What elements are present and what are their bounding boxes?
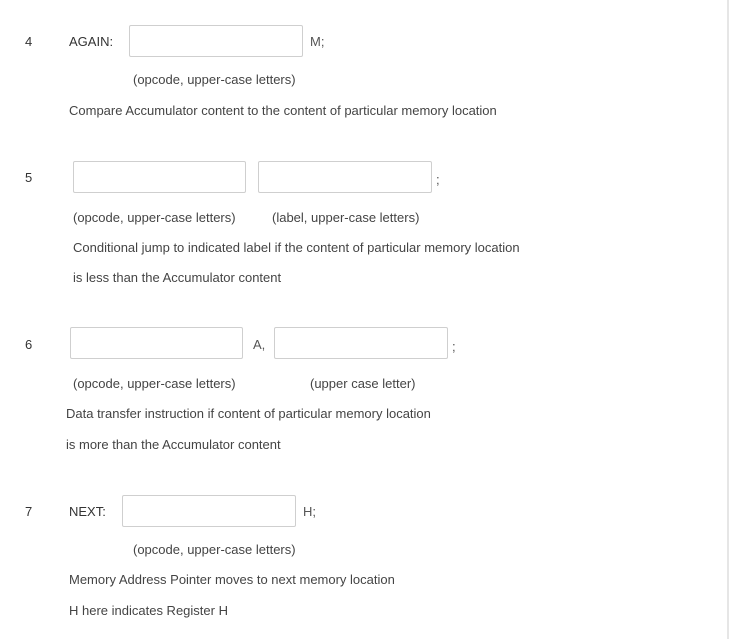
- opcode-hint: (opcode, upper-case letters): [133, 542, 296, 557]
- opcode-hint: (opcode, upper-case letters): [73, 376, 236, 391]
- description-line: Conditional jump to indicated label if the content of particular memory location: [73, 240, 520, 255]
- semicolon: ;: [436, 172, 440, 187]
- opcode-hint: (opcode, upper-case letters): [73, 210, 236, 225]
- description-line: Memory Address Pointer moves to next memory location: [69, 572, 395, 587]
- label-next: NEXT:: [69, 504, 106, 519]
- opcode-hint: (opcode, upper-case letters): [133, 72, 296, 87]
- operand-suffix: M;: [310, 34, 325, 49]
- operand-suffix: H;: [303, 504, 316, 519]
- description-line: is more than the Accumulator content: [66, 437, 281, 452]
- opcode-input[interactable]: [70, 327, 243, 359]
- description-line: H here indicates Register H: [69, 603, 228, 618]
- opcode-input[interactable]: [122, 495, 296, 527]
- description-line: Compare Accumulator content to the content of particular memory location: [69, 103, 497, 118]
- register-hint: (upper case letter): [310, 376, 416, 391]
- opcode-input[interactable]: [129, 25, 303, 57]
- operand-a: A,: [253, 337, 266, 352]
- question-number: 5: [25, 170, 33, 185]
- question-number: 7: [25, 504, 33, 519]
- label-hint: (label, upper-case letters): [272, 210, 420, 225]
- label-input[interactable]: [258, 161, 432, 193]
- semicolon: ;: [452, 339, 456, 354]
- opcode-input[interactable]: [73, 161, 246, 193]
- description-line: is less than the Accumulator content: [73, 270, 282, 285]
- question-number: 4: [25, 34, 33, 49]
- register-input[interactable]: [274, 327, 448, 359]
- question-number: 6: [25, 337, 33, 352]
- label-again: AGAIN:: [69, 34, 114, 49]
- description-line: Data transfer instruction if content of particular memory location: [66, 406, 431, 421]
